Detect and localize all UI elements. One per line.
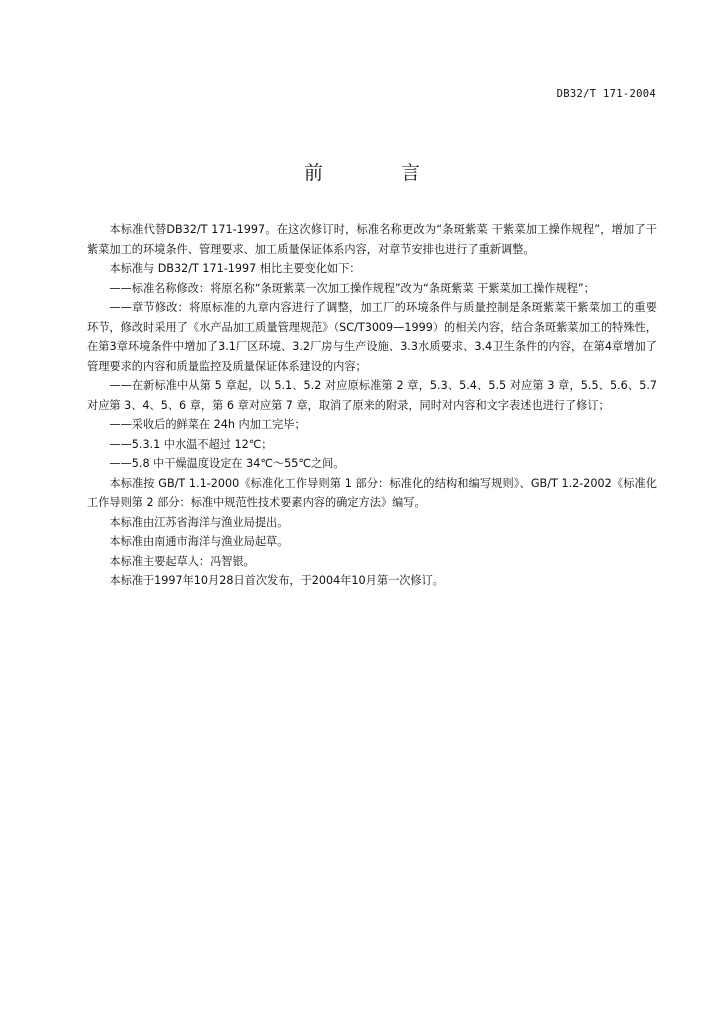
paragraph-drafting-rules: 本标准按 GB/T 1.1-2000《标准化工作导则第 1 部分：标准化的结构和编写规则》、GB/T 1.2-2002《标准化工作导则第 2 部分：标准中规范性技术要素内容的确定方法》编写。 — [87, 476, 657, 509]
paragraph-proposed-by: 本标准由江苏省海洋与渔业局提出。 — [109, 515, 289, 529]
page-title: 前 言 — [303, 162, 457, 184]
paragraph-replaces: 本标准代替DB32/T 171-1997。在这次修订时，标准名称更改为“条斑紫菜 干紫菜加工操作规程”，增加了干紫菜加工的环境条件、管理要求、加工质量保证体系内容，对章节安排也进行了重新调整。 — [87, 223, 657, 256]
standard-code: DB32/T 171-2004 — [556, 88, 656, 100]
paragraph-harvest-time: ——采收后的鲜菜在 24h 内加工完毕； — [109, 418, 306, 431]
foreword-body — [87, 220, 657, 591]
paragraph-name-change: ——标准名称修改：将原名称“条斑紫菜一次加工操作规程”改为“条斑紫菜 干紫菜加工操作规程”； — [109, 281, 595, 295]
paragraph-changes-intro: 本标准与 DB32/T 171-1997 相比主要变化如下： — [109, 262, 361, 275]
paragraph-release-history: 本标准于1997年10月28日首次发布，于2004年10月第一次修订。 — [109, 574, 444, 587]
paragraph-chapter-mapping: ——在新标准中从第 5 章起，以 5.1、5.2 对应原标准第 2 章，5.3、5.4、5.5 对应第 3 章，5.5、5.6、5.7 对应第 3、4、5、6 章，第 6 章对应第 7 章，取消了原来的附录，同时对内容和文字表述也进行了修订； — [87, 379, 657, 412]
paragraph-drying-temp: ——5.8 中干燥温度设定在 34℃～55℃之间。 — [109, 457, 345, 470]
paragraph-chapter-change: ——章节修改：将原标准的九章内容进行了调整，加工厂的环境条件与质量控制是条斑紫菜干紫菜加工的重要环节，修改时采用了《水产品加工质量管理规范》（SC/T3009—1999）的相关内容，结合条斑紫菜加工的特殊性，在第3章环境条件中增加了3.1厂区环境、3.2厂房与生产设施、3.3水质要求、3.4卫生条件的内容，在第4章增加了管理要求的内容和质量监控及质量保证体系建设的内容； — [87, 301, 657, 373]
paragraph-drafted-by: 本标准由南通市海洋与渔业局起草。 — [109, 535, 289, 548]
paragraph-water-temp: ——5.3.1 中水温不超过 12℃； — [109, 437, 273, 451]
paragraph-main-drafter: 本标准主要起草人：冯智银。 — [109, 554, 255, 568]
